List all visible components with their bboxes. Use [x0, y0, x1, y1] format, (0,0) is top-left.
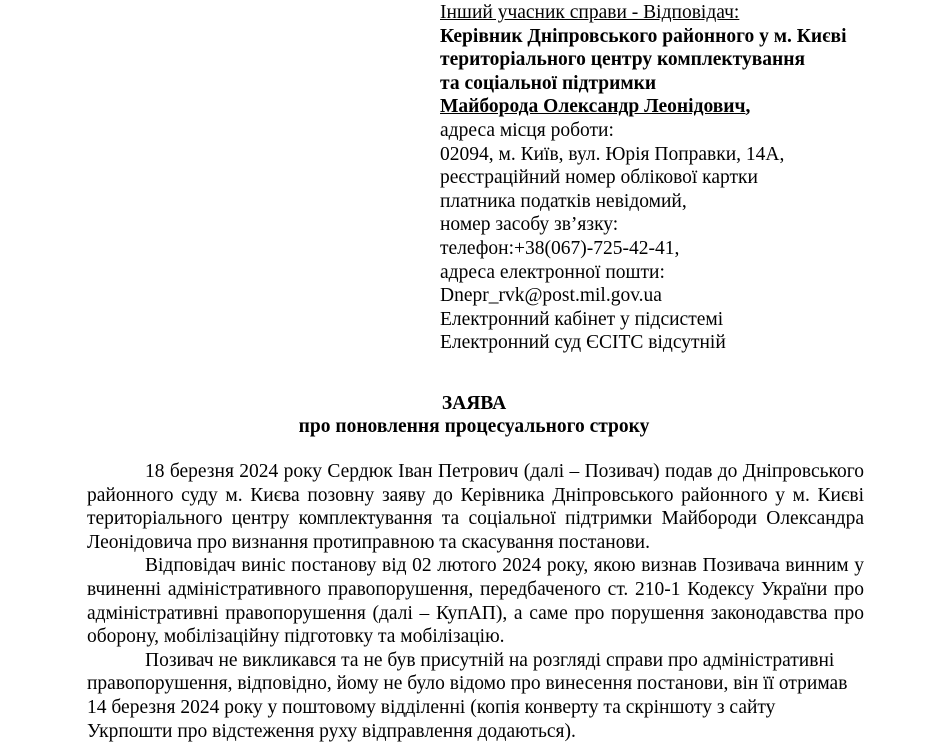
tax-number-line-1: реєстраційний номер облікової картки	[440, 167, 758, 189]
respondent-person-name: Майборода Олександр Леонідович	[440, 96, 746, 118]
respondent-role-label: Інший учасник справи - Відповідач:	[440, 2, 740, 23]
work-address-label: адреса місця роботи:	[440, 119, 614, 141]
respondent-org-line-2: територіального центру комплектування	[440, 49, 806, 71]
body-paragraph-2: Відповідач виніс постанову від 02 лютого 2024 року, якою визнав Позивача винним у вчиненні адміністративного правопорушення, передбаченого ст. 210-1 Кодексу України про адміністративні правопорушення (далі – КупАП), а саме про порушення законодавства про оборону, мобілізаційну підготовку та мобілізацію.	[87, 555, 864, 648]
tax-number-line-2: платника податків невідомий,	[440, 190, 687, 212]
respondent-org-line-1: Керівник Дніпровського районного у м. Києві	[440, 25, 847, 47]
body-paragraph-3: Позивач не викликався та не був присутній на розгляді справи про адміністративні правопорушення, відповідно, йому не було відомо про винесення постанови, він її отримав 14 березня 2024 року у поштовому відділенні (копія конверту та скріншоту з сайту Укрпошти про відстеження руху відправлення додаються).	[87, 649, 848, 742]
phone-line: телефон:+38(067)-725-42-41,	[440, 237, 680, 259]
respondent-org-line-3: та соціальної підтримки	[440, 72, 657, 94]
body-paragraph-1: 18 березня 2024 року Сердюк Іван Петрович (далі – Позивач) подав до Дніпровського районного суду м. Києва позовну заяву до Керівника Дніпровського районного у м. Києві територіального центру комплектування та соціальної підтримки Майбороди Олександра Леонідовича про визнання протиправною та скасування постанови.	[87, 461, 864, 553]
document-title: ЗАЯВА	[441, 393, 507, 414]
contact-label: номер засобу зв’язку:	[440, 214, 619, 236]
work-address-value: 02094, м. Київ, вул. Юрія Поправки, 14А,	[440, 143, 785, 165]
document-subtitle: про поновлення процесуального строку	[298, 416, 650, 437]
document-body	[87, 460, 864, 743]
e-cabinet-line-1: Електронний кабінет у підсистемі	[440, 308, 724, 330]
respondent-person-comma: ,	[745, 96, 751, 118]
respondent-address-block	[440, 1, 920, 355]
email-value: Dnepr_rvk@post.mil.gov.ua	[440, 285, 662, 307]
e-cabinet-line-2: Електронний суд ЄСІТС відсутній	[440, 332, 726, 354]
respondent-person-line	[440, 95, 920, 119]
email-label: адреса електронної пошти:	[440, 261, 665, 283]
